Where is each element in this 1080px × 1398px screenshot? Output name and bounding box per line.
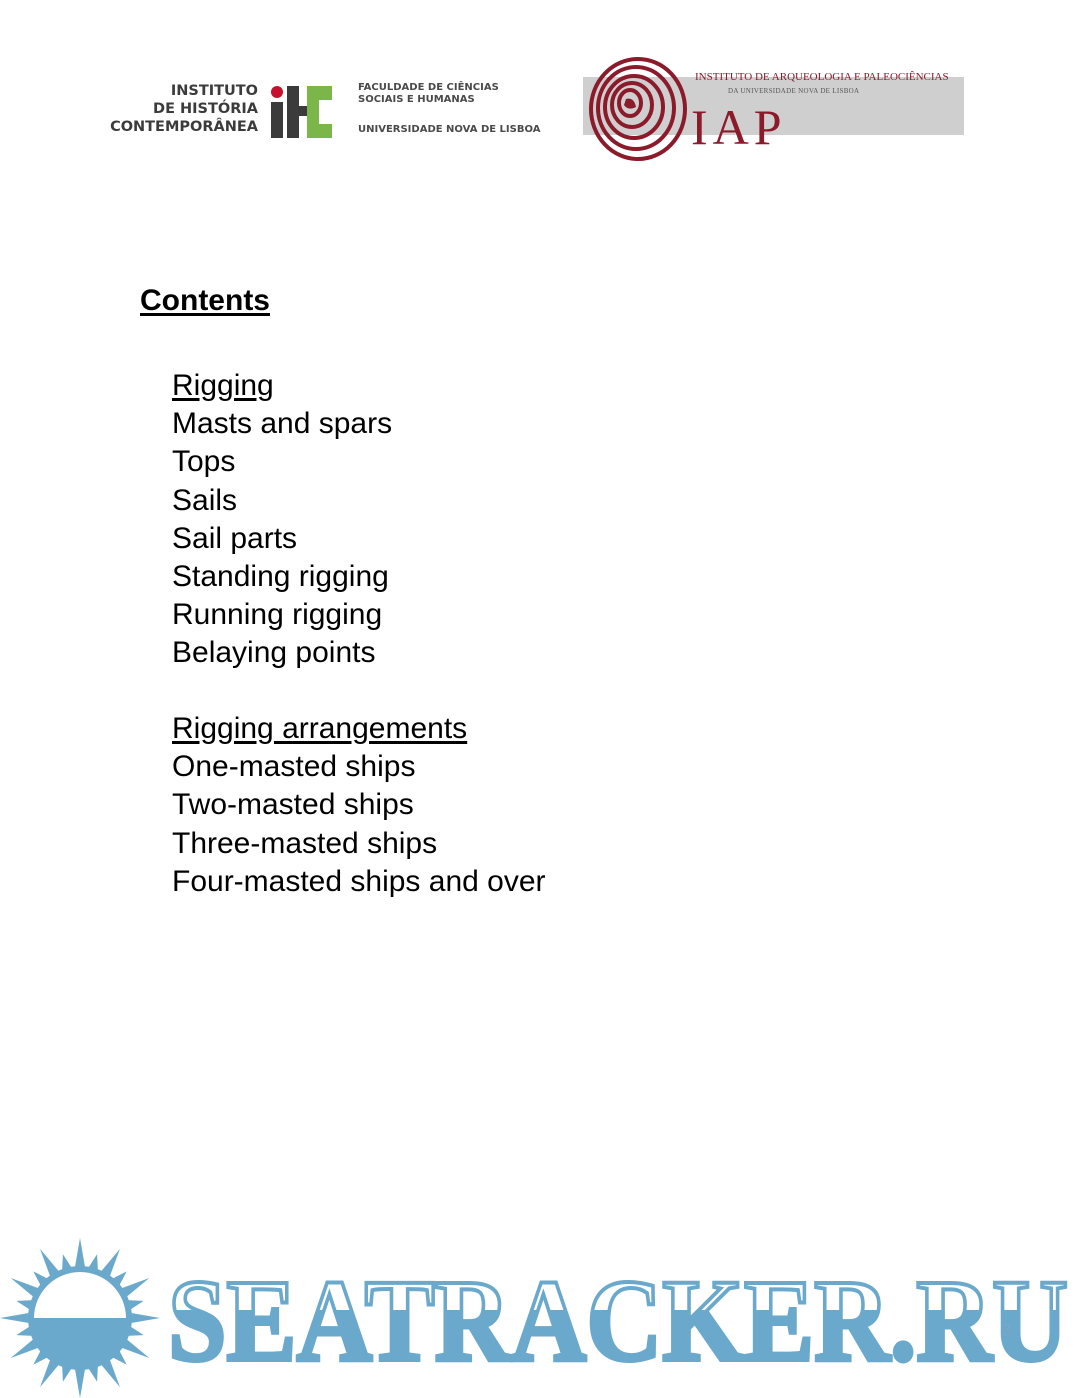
toc-item: Running rigging [172,598,383,632]
iap-acronym: IAP [691,99,787,155]
iap-logo [583,55,964,167]
ihc-institute-name: INSTITUTO DE HISTÓRIA CONTEMPORÂNEA [110,83,258,135]
watermark-label: SEATRACKER.RU [168,1268,1068,1368]
toc-item: Masts and spars [172,407,393,441]
toc-item: Two-masted ships [172,788,414,822]
sun-ray [130,1313,160,1323]
sun-ray [0,1313,30,1323]
ihc-faculty-name: FACULDADE DE CIÊNCIAS SOCIAIS E HUMANAS [358,82,499,105]
ihc-university-name: UNIVERSIDADE NOVA DE LISBOA [358,124,541,135]
iap-institute-title: INSTITUTO DE ARQUEOLOGIA E PALEOCIÊNCIAS [695,71,949,83]
sun-ray [75,1238,85,1268]
iap-spiral-icon [588,55,692,165]
toc-item: Three-masted ships [172,826,438,860]
toc-item: Sails [172,483,238,517]
ihc-logo [92,82,541,138]
toc-item: Standing rigging [172,560,389,594]
toc-section-heading: Rigging arrangements [172,712,468,745]
iap-institute-subtitle: DA UNIVERSIDADE NOVA DE LISBOA [728,87,860,95]
toc-section-heading: Rigging [172,369,274,402]
contents-title: Contents [140,284,270,317]
toc-item: Tops [172,445,236,479]
watermark-text [168,1268,1073,1368]
toc-section-rigging [172,367,392,673]
sun-logo-icon [0,1238,160,1398]
toc-item: Sail parts [172,521,298,555]
toc-item: Four-masted ships and over [172,864,546,898]
page-number: 3 [1002,1322,1011,1339]
ihc-mark-icon [270,84,332,138]
toc-section-rigging-arrangements [172,710,546,901]
toc-item: Belaying points [172,636,376,670]
toc-item: One-masted ships [172,750,416,784]
sun-ray [75,1368,85,1398]
